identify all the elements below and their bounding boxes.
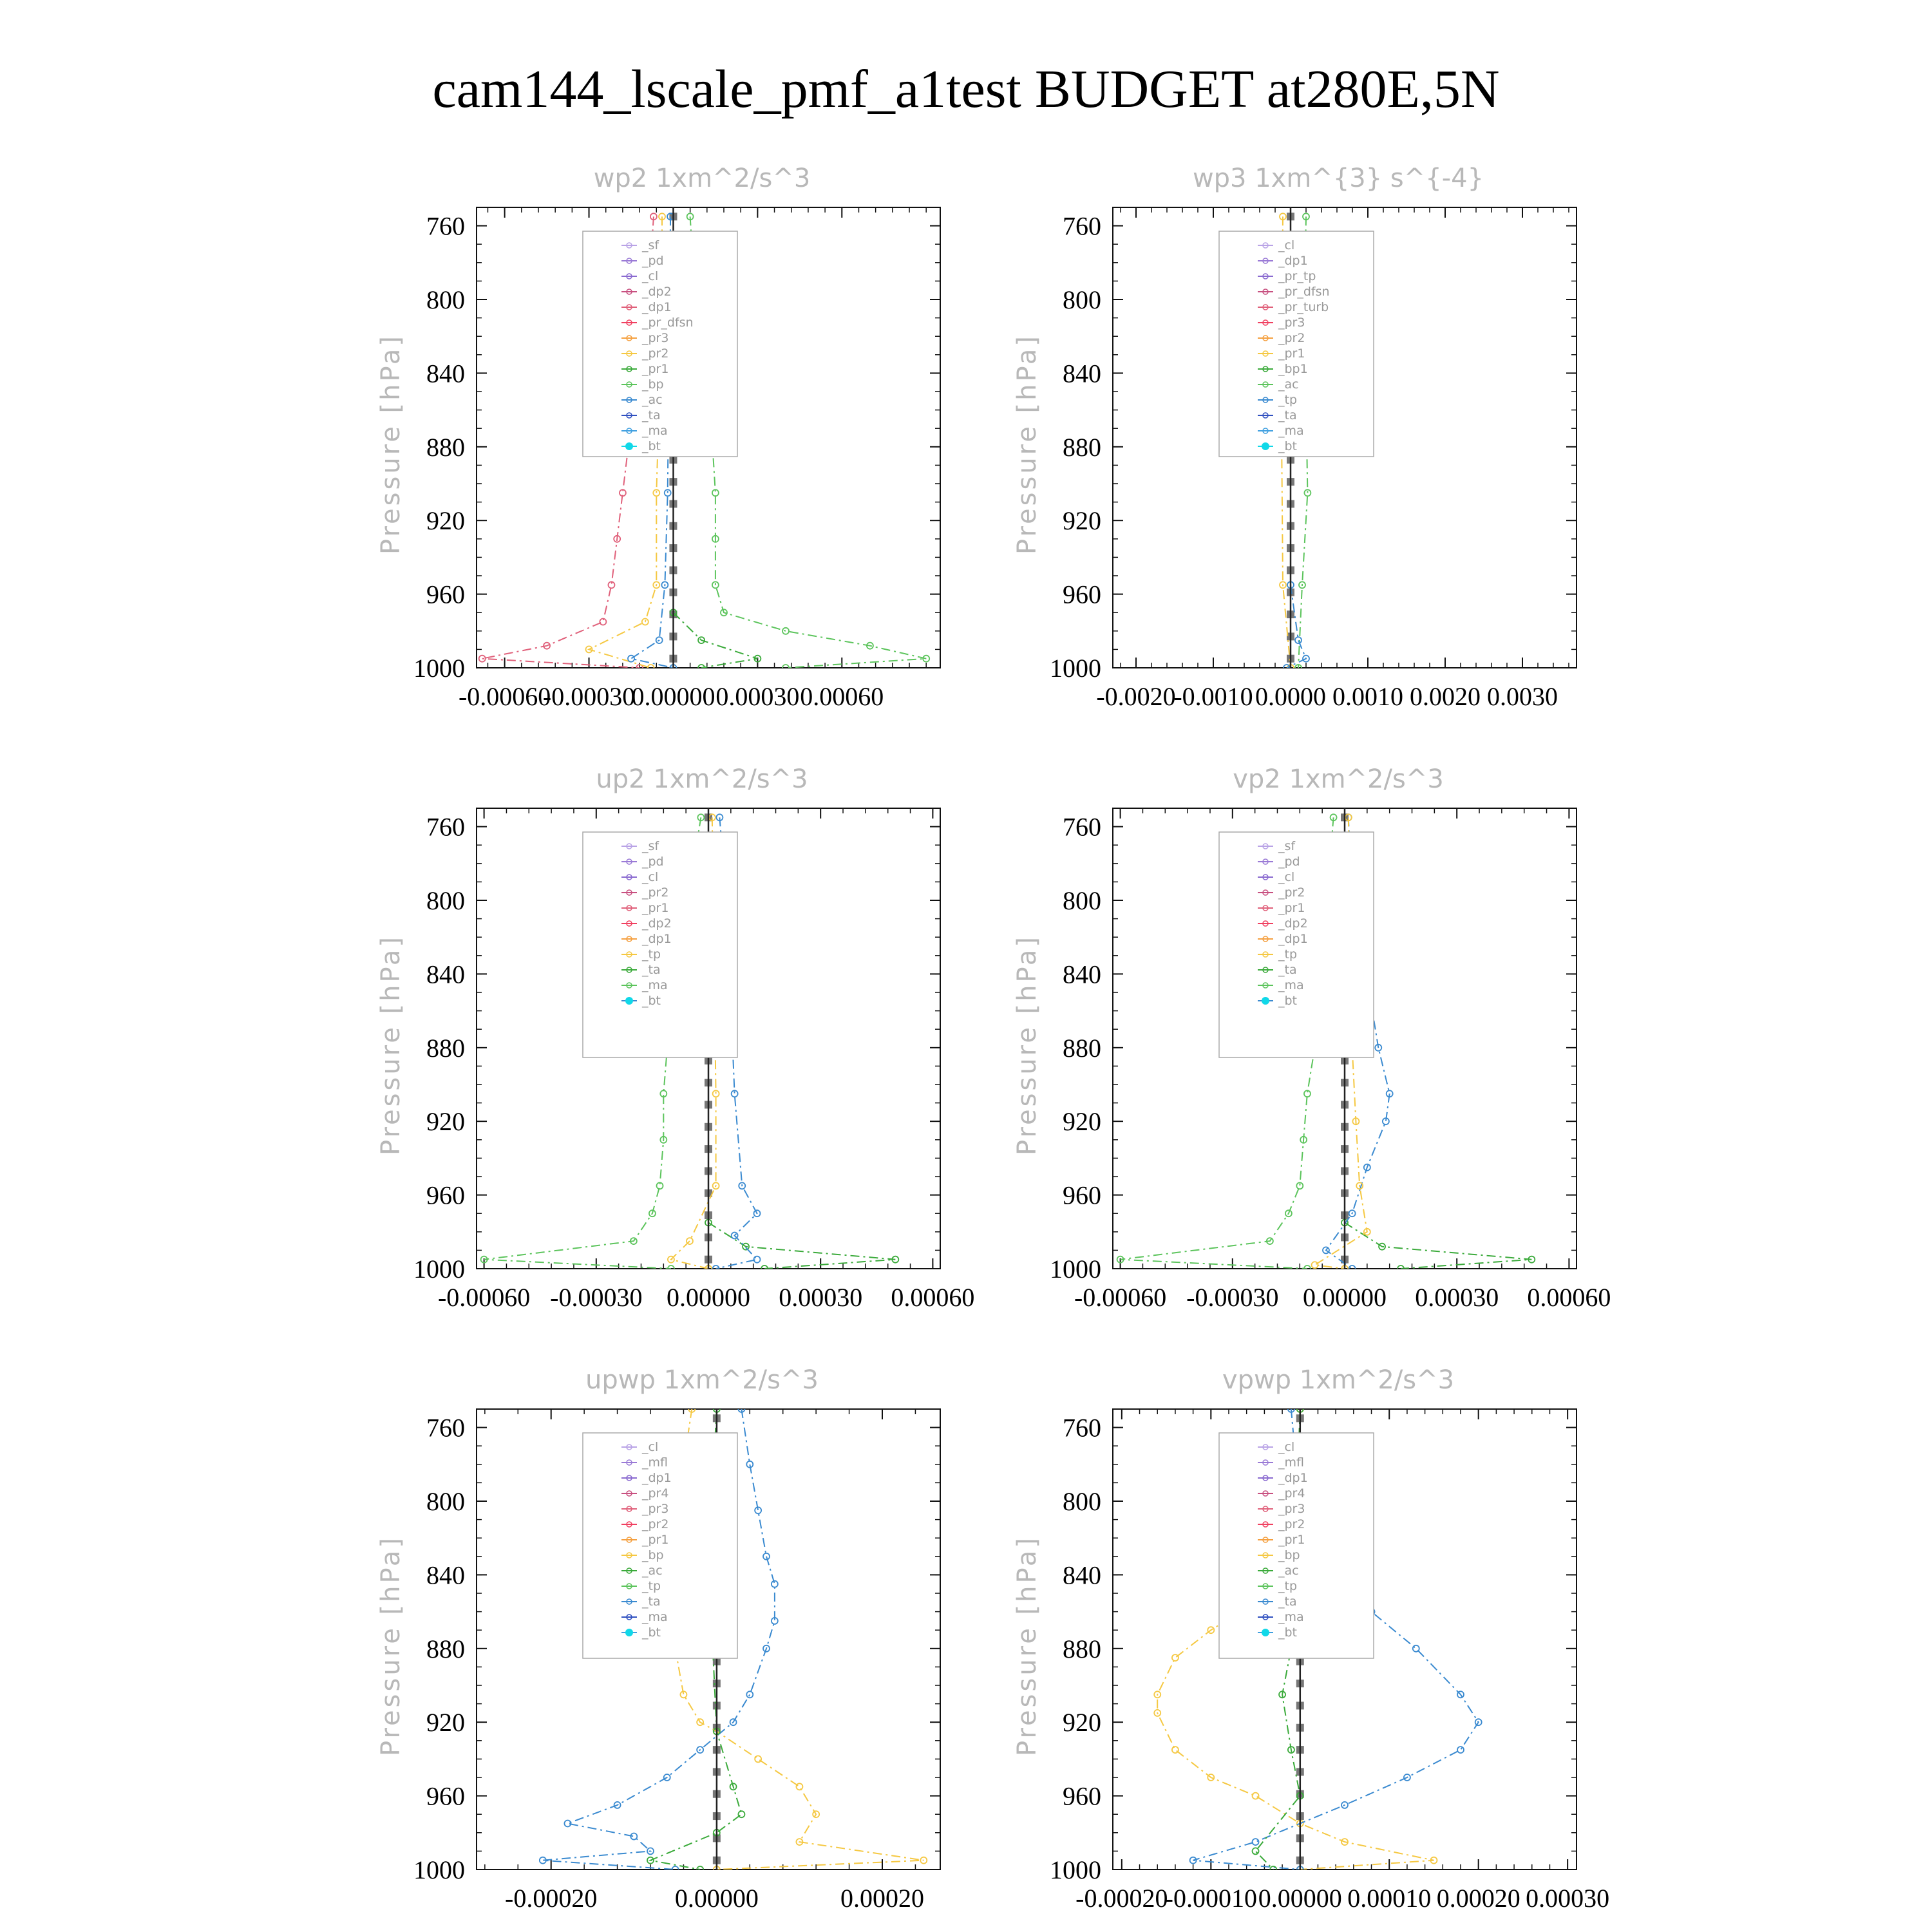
legend-label: _tp xyxy=(1278,1579,1298,1593)
y-tick-label: 920 xyxy=(426,1708,465,1738)
series-point xyxy=(665,489,671,496)
legend-label: _bp xyxy=(642,1548,664,1562)
legend-label: _bp xyxy=(1278,1548,1300,1562)
x-tick-label: 0.00020 xyxy=(840,1884,924,1913)
series-point xyxy=(687,1238,693,1244)
y-tick-label: 960 xyxy=(426,580,465,609)
legend-label: _ac xyxy=(642,1564,663,1578)
y-tick-label: 1000 xyxy=(1050,654,1101,683)
legend xyxy=(1219,1433,1374,1658)
y-tick-label: 1000 xyxy=(413,1855,465,1884)
y-tick-label: 960 xyxy=(426,1781,465,1811)
x-tick-label: 0.0020 xyxy=(1410,682,1481,711)
series-point xyxy=(713,1090,719,1097)
legend-label: _pr4 xyxy=(642,1486,669,1501)
y-tick-label: 1000 xyxy=(1050,1855,1101,1884)
chart-panel-6 xyxy=(1012,1365,1609,1913)
legend xyxy=(583,1433,737,1658)
chart-panel-3 xyxy=(376,764,974,1312)
legend-label: _cl xyxy=(1278,1440,1295,1454)
legend-label: _bt xyxy=(1278,439,1298,453)
x-tick-label: 0.00030 xyxy=(1415,1283,1499,1312)
series-point xyxy=(1457,1747,1464,1753)
y-tick-label: 760 xyxy=(426,812,465,842)
panel-title: vp2 1xm^2/s^3 xyxy=(1233,764,1444,794)
y-tick-label: 800 xyxy=(426,1487,465,1516)
legend-label: _dp2 xyxy=(1278,916,1308,931)
legend-label: _bt xyxy=(642,1625,661,1640)
x-tick-label: -0.0010 xyxy=(1173,682,1253,711)
y-tick-label: 1000 xyxy=(1050,1255,1101,1283)
y-tick-label: 760 xyxy=(426,211,465,241)
y-tick-label: 840 xyxy=(1063,1560,1101,1590)
series-point xyxy=(746,1691,753,1698)
legend-label: _pd xyxy=(642,855,664,869)
series-point xyxy=(1312,1262,1318,1268)
legend-label: _dp2 xyxy=(642,916,672,931)
legend-label: _ta xyxy=(642,1595,661,1609)
x-tick-label: 0.0030 xyxy=(1487,682,1558,711)
legend-label: _bt xyxy=(642,994,661,1008)
panel-title: upwp 1xm^2/s^3 xyxy=(585,1365,819,1395)
legend-label: _sf xyxy=(1278,839,1296,853)
page-title: cam144_lscale_pmf_a1test BUDGET at280E,5N xyxy=(432,59,1500,119)
series-point xyxy=(1304,489,1311,496)
x-tick-label: 0.00000 xyxy=(674,1884,759,1913)
y-tick-label: 960 xyxy=(1063,580,1101,609)
legend-label: _pr2 xyxy=(1278,331,1305,345)
y-tick-label: 880 xyxy=(1063,1634,1101,1663)
series-point xyxy=(738,1811,744,1817)
legend-label: _ma xyxy=(642,424,668,438)
y-tick-label: 1000 xyxy=(413,654,465,683)
series-line-dp2 xyxy=(708,1223,895,1269)
legend-label: _pr2 xyxy=(642,1517,669,1531)
y-tick-label: 760 xyxy=(1063,1413,1101,1443)
panel-title: wp2 1xm^2/s^3 xyxy=(593,164,811,193)
y-tick-label: 880 xyxy=(426,1634,465,1663)
legend-label: _pr_turb xyxy=(1278,300,1329,314)
x-tick-label: 0.00060 xyxy=(800,682,884,711)
legend-label: _pr1 xyxy=(1278,346,1305,361)
legend-label: _dp1 xyxy=(642,1471,672,1485)
legend xyxy=(1219,832,1374,1057)
series-point xyxy=(1172,1747,1179,1753)
y-axis-label: Pressure [hPa] xyxy=(376,334,406,554)
legend-label: _cl xyxy=(642,870,659,884)
legend-label: _tp xyxy=(1278,947,1298,961)
legend-marker xyxy=(625,997,633,1005)
x-tick-label: 0.0010 xyxy=(1332,682,1403,711)
x-tick-label: 0.00030 xyxy=(779,1283,863,1312)
legend-label: _pr1 xyxy=(642,362,669,376)
legend-marker xyxy=(625,1629,633,1636)
legend-label: _pr3 xyxy=(1278,316,1305,330)
series-point xyxy=(1413,1645,1419,1652)
legend-label: _pr2 xyxy=(1278,886,1305,900)
x-tick-label: 0.00030 xyxy=(715,682,800,711)
y-tick-label: 800 xyxy=(1063,1487,1101,1516)
x-tick-label: -0.00030 xyxy=(542,682,636,711)
legend-label: _pr4 xyxy=(1278,1486,1305,1501)
legend-label: _ma xyxy=(642,1610,668,1624)
x-tick-label: -0.00060 xyxy=(1074,1283,1167,1312)
y-tick-label: 880 xyxy=(1063,432,1101,462)
legend xyxy=(583,832,737,1057)
chart-panel-5 xyxy=(376,1365,940,1913)
x-tick-label: 0.00000 xyxy=(667,1283,750,1312)
series-point xyxy=(1172,1654,1179,1661)
legend-label: _cl xyxy=(1278,870,1295,884)
legend-label: _dp1 xyxy=(642,300,672,314)
legend-label: _ma xyxy=(1278,424,1304,438)
legend-label: _bt xyxy=(642,439,661,453)
x-tick-label: 0.00010 xyxy=(1347,1884,1432,1913)
legend-label: _ta xyxy=(1278,963,1297,977)
y-axis-label: Pressure [hPa] xyxy=(376,1535,406,1756)
legend-label: _ac xyxy=(1278,1564,1299,1578)
legend-marker xyxy=(625,442,633,450)
y-tick-label: 840 xyxy=(1063,960,1101,989)
x-tick-label: 0.00000 xyxy=(631,682,715,711)
legend-label: _dp1 xyxy=(1278,932,1308,946)
legend-marker xyxy=(1262,1629,1269,1636)
y-tick-label: 800 xyxy=(426,285,465,314)
legend-label: _mfl xyxy=(642,1455,668,1470)
y-tick-label: 1000 xyxy=(413,1255,465,1283)
y-tick-label: 880 xyxy=(426,1033,465,1063)
legend-label: _pr1 xyxy=(1278,901,1305,915)
chart-panel-2 xyxy=(1012,164,1577,711)
x-tick-label: -0.00060 xyxy=(458,682,551,711)
y-tick-label: 840 xyxy=(426,960,465,989)
legend-label: _tp xyxy=(642,1579,661,1593)
x-tick-label: 0.00020 xyxy=(1436,1884,1520,1913)
x-tick-label: -0.00030 xyxy=(1186,1283,1279,1312)
legend-label: _pr2 xyxy=(642,346,669,361)
legend-label: _dp2 xyxy=(642,285,672,299)
panel-title: wp3 1xm^{3} s^{-4} xyxy=(1192,164,1484,193)
legend-label: _pr3 xyxy=(642,1502,669,1516)
legend-label: _pr_dfsn xyxy=(642,316,694,330)
series-point xyxy=(782,628,789,634)
legend-label: _ta xyxy=(1278,1595,1297,1609)
legend-label: _pd xyxy=(642,254,664,268)
legend-label: _bt xyxy=(1278,994,1298,1008)
series-point xyxy=(1253,1793,1259,1799)
legend-label: _pr2 xyxy=(642,886,669,900)
panel-title: up2 1xm^2/s^3 xyxy=(596,764,808,794)
y-tick-label: 920 xyxy=(426,506,465,536)
series-line-pr1 xyxy=(674,612,758,668)
legend-label: _cl xyxy=(642,1440,659,1454)
legend-label: _bp1 xyxy=(1278,362,1308,376)
legend-label: _sf xyxy=(642,839,659,853)
legend-label: _ma xyxy=(1278,978,1304,992)
y-tick-label: 960 xyxy=(426,1180,465,1210)
series-line-dp2 xyxy=(1345,1223,1531,1269)
legend-label: _ma xyxy=(642,978,668,992)
series-point xyxy=(628,656,634,662)
y-axis-label: Pressure [hPa] xyxy=(1012,334,1042,554)
legend-label: _tp xyxy=(642,947,661,961)
legend-marker xyxy=(1262,997,1269,1005)
legend-label: _pr1 xyxy=(642,1533,669,1547)
y-tick-label: 760 xyxy=(1063,812,1101,842)
legend-label: _cl xyxy=(1278,238,1295,252)
legend-label: _ta xyxy=(1278,408,1297,422)
legend-label: _sf xyxy=(642,238,659,252)
legend-label: _pd xyxy=(1278,855,1300,869)
legend-label: _ma xyxy=(1278,1610,1304,1624)
y-tick-label: 800 xyxy=(1063,886,1101,915)
y-tick-label: 760 xyxy=(426,1413,465,1443)
x-tick-label: 0.00030 xyxy=(1526,1884,1610,1913)
legend-marker xyxy=(1262,442,1269,450)
legend-label: _pr2 xyxy=(1278,1517,1305,1531)
y-tick-label: 840 xyxy=(1063,359,1101,388)
panel-title: vpwp 1xm^2/s^3 xyxy=(1222,1365,1455,1395)
x-tick-label: -0.00010 xyxy=(1164,1884,1257,1913)
x-tick-label: 0.0000 xyxy=(1255,682,1326,711)
x-tick-label: -0.00060 xyxy=(437,1283,531,1312)
x-tick-label: -0.00030 xyxy=(550,1283,643,1312)
legend-label: _ac xyxy=(642,393,663,407)
legend-label: _cl xyxy=(642,269,659,283)
y-axis-label: Pressure [hPa] xyxy=(376,934,406,1155)
y-tick-label: 840 xyxy=(426,1560,465,1590)
series-point xyxy=(796,1783,802,1790)
series-point xyxy=(1295,637,1302,643)
chart-panel-4 xyxy=(1012,764,1611,1312)
x-tick-label: 0.00000 xyxy=(1303,1283,1387,1312)
legend-label: _dp1 xyxy=(1278,1471,1308,1485)
series-point xyxy=(479,656,486,662)
y-tick-label: 920 xyxy=(426,1107,465,1137)
legend xyxy=(583,231,737,457)
legend-label: _mfl xyxy=(1278,1455,1304,1470)
y-tick-label: 920 xyxy=(1063,1708,1101,1738)
x-tick-label: 0.00060 xyxy=(1527,1283,1611,1312)
y-axis-label: Pressure [hPa] xyxy=(1012,1535,1042,1756)
y-tick-label: 920 xyxy=(1063,506,1101,536)
legend-label: _bt xyxy=(1278,1625,1298,1640)
y-tick-label: 920 xyxy=(1063,1107,1101,1137)
series-point xyxy=(1253,1839,1259,1845)
y-tick-label: 840 xyxy=(426,359,465,388)
series-point xyxy=(653,489,659,496)
x-tick-label: 0.00060 xyxy=(891,1283,975,1312)
legend-label: _pr_tp xyxy=(1278,269,1316,283)
legend-label: _pr1 xyxy=(642,901,669,915)
legend-label: _ta xyxy=(642,963,661,977)
legend-label: _dp1 xyxy=(1278,254,1308,268)
y-axis-label: Pressure [hPa] xyxy=(1012,934,1042,1155)
y-tick-label: 880 xyxy=(426,432,465,462)
legend-label: _bp xyxy=(642,377,664,392)
legend xyxy=(1219,231,1374,457)
legend-label: _pr3 xyxy=(1278,1502,1305,1516)
y-tick-label: 760 xyxy=(1063,211,1101,241)
x-tick-label: -0.00020 xyxy=(505,1884,598,1913)
series-point xyxy=(755,1756,761,1762)
legend-label: _dp1 xyxy=(642,932,672,946)
y-tick-label: 800 xyxy=(426,886,465,915)
series-point xyxy=(1253,1848,1259,1854)
legend-label: _tp xyxy=(1278,393,1298,407)
legend-label: _pr_dfsn xyxy=(1278,285,1330,299)
y-tick-label: 800 xyxy=(1063,285,1101,314)
x-tick-label: -0.0020 xyxy=(1096,682,1176,711)
x-tick-label: -0.00020 xyxy=(1075,1884,1168,1913)
legend-label: _ac xyxy=(1278,377,1299,392)
x-tick-label: 0.00000 xyxy=(1258,1884,1342,1913)
y-tick-label: 880 xyxy=(1063,1033,1101,1063)
y-tick-label: 960 xyxy=(1063,1781,1101,1811)
y-tick-label: 960 xyxy=(1063,1180,1101,1210)
legend-label: _pr1 xyxy=(1278,1533,1305,1547)
legend-label: _pr3 xyxy=(642,331,669,345)
legend-label: _ta xyxy=(642,408,661,422)
chart-panel-1 xyxy=(376,164,940,711)
